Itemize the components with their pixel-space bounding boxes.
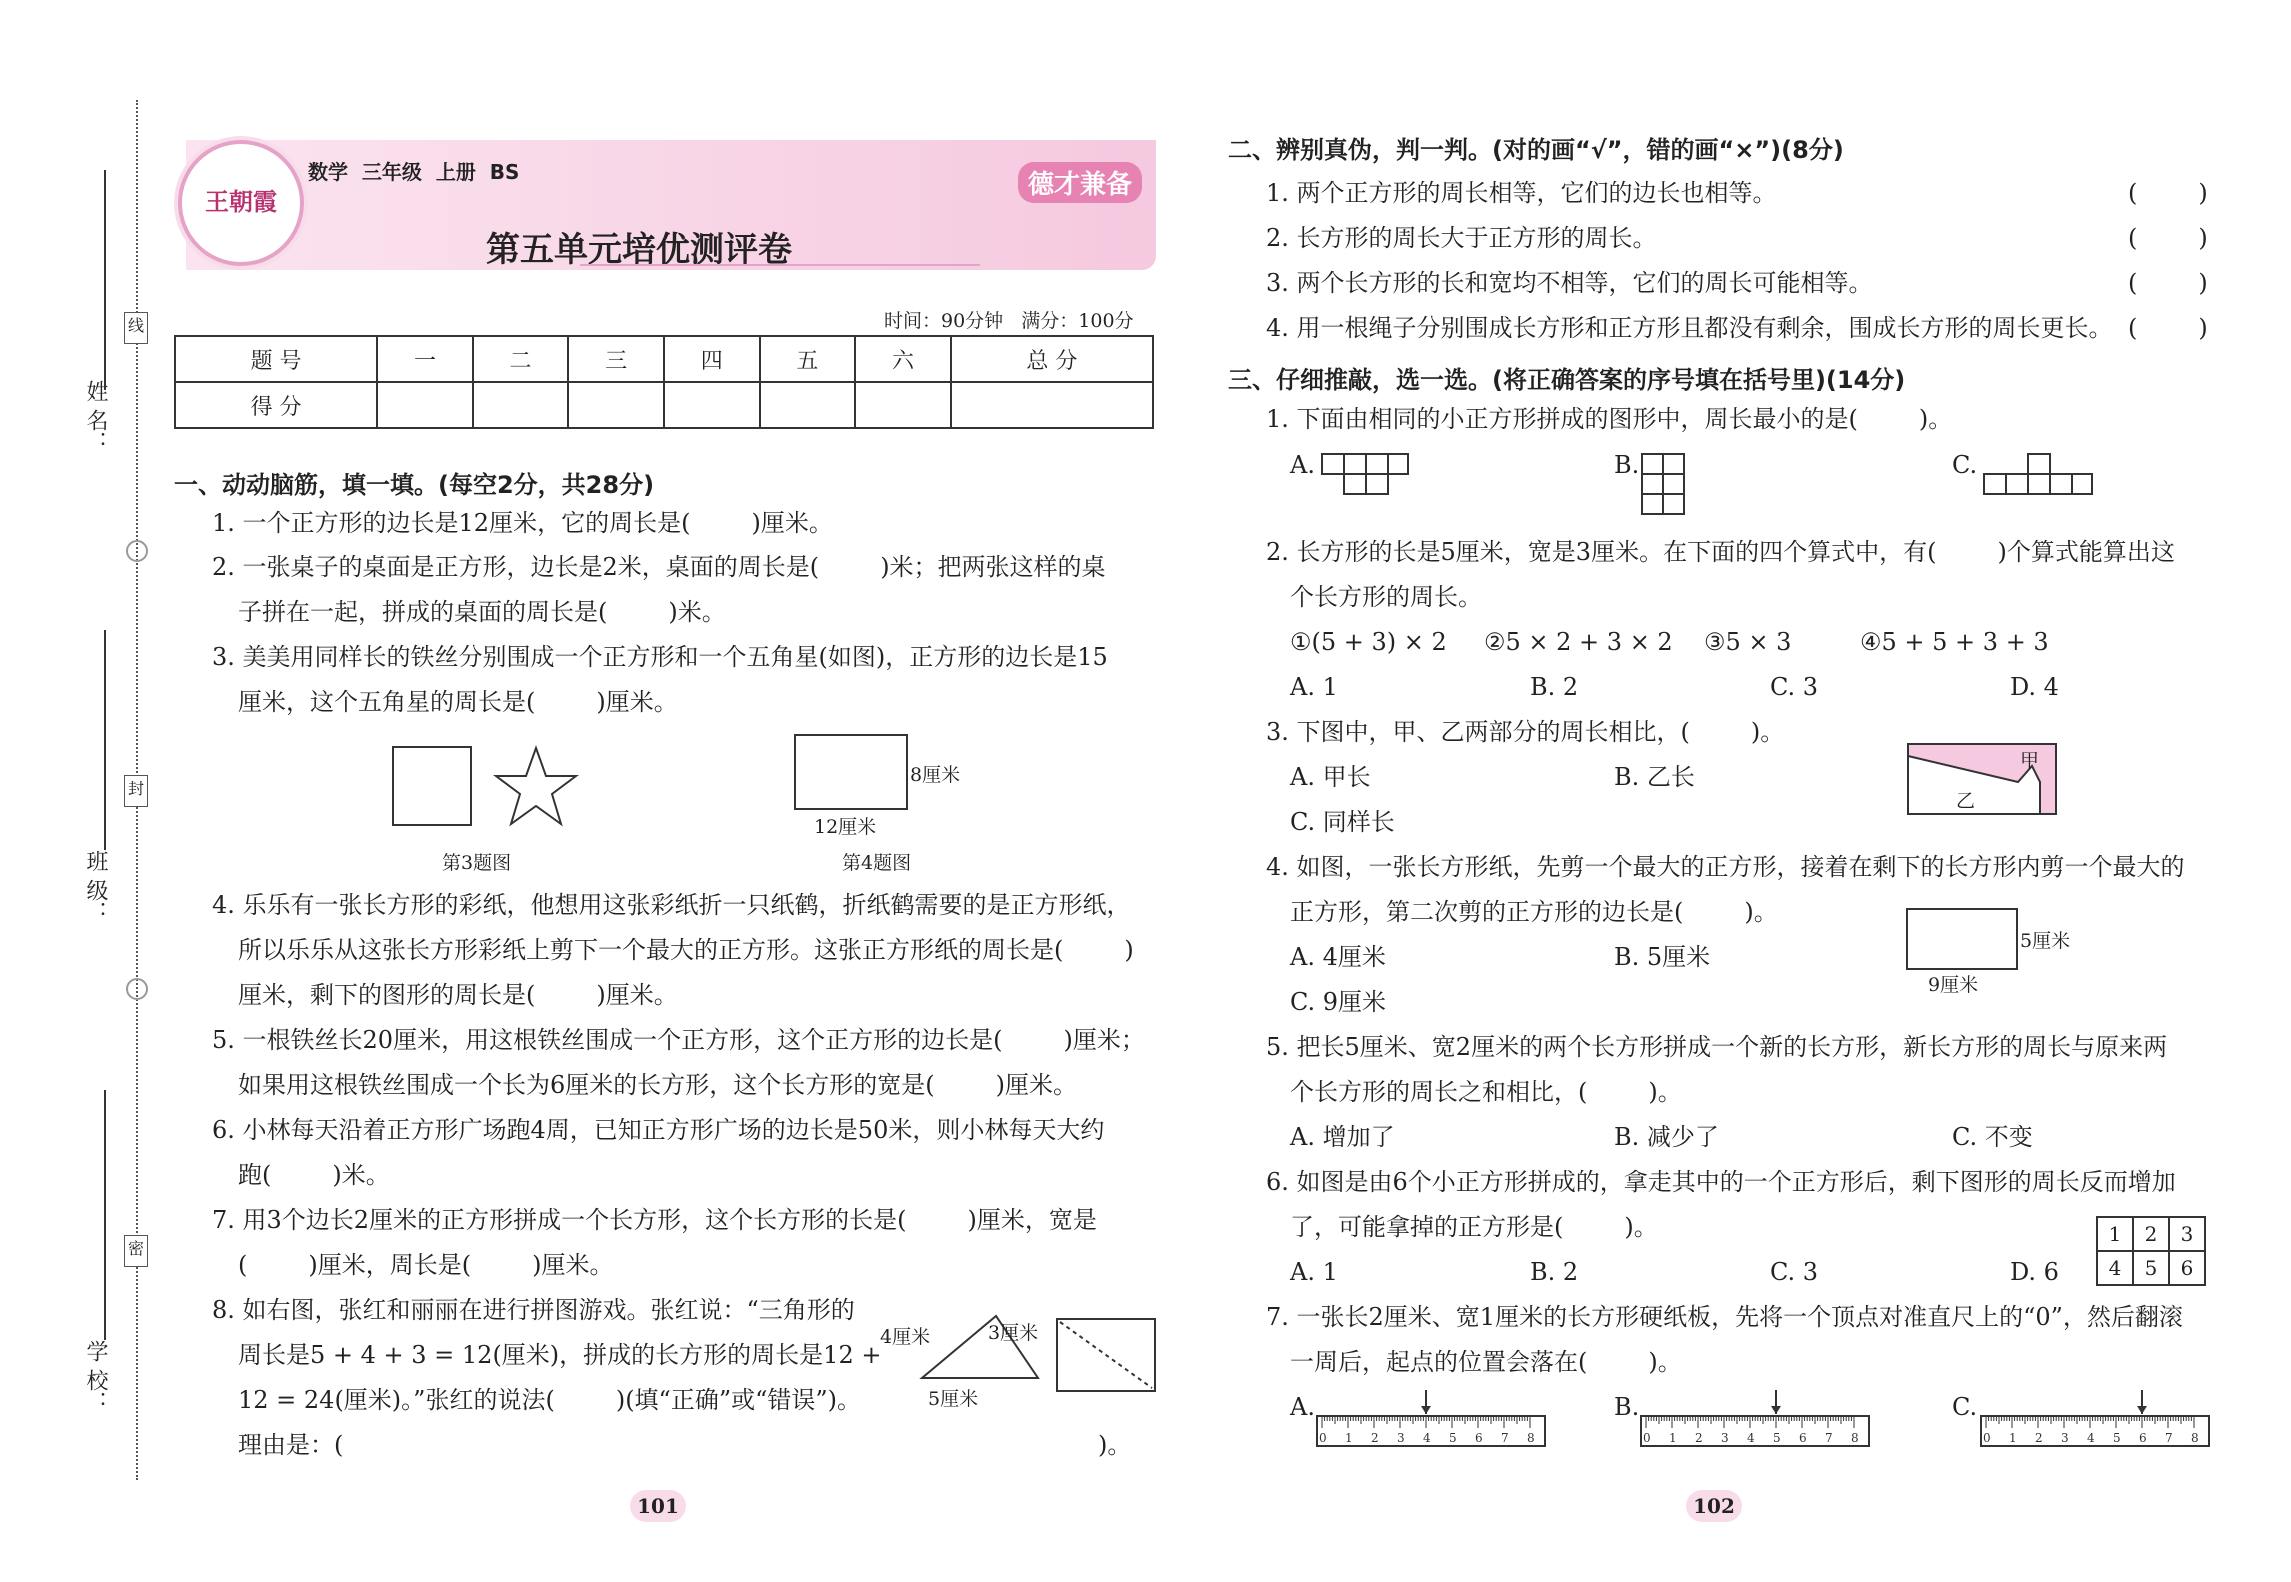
page-title: 第五单元培优测评卷 [486, 230, 792, 270]
s2-answer-paren[interactable]: ( ) [2128, 224, 2208, 252]
s1-q3a: 3. 美美用同样长的铁丝分别围成一个正方形和一个五角星(如图)，正方形的边长是15 [212, 643, 1108, 671]
s2-item-3: 3. 两个长方形的长和宽均不相等，它们的周长可能相等。 [1266, 269, 1873, 297]
score-header-cell: 二 [473, 336, 569, 382]
q4-side-label: 5厘米 [2020, 930, 2071, 952]
school-label: 学 校： [83, 1340, 108, 1413]
scissors-icon [126, 978, 148, 1000]
s2-answer-paren[interactable]: ( ) [2128, 179, 2208, 207]
q3-label-yi: 乙 [1956, 790, 1976, 812]
logo-text: 王朝霞 [205, 187, 277, 216]
ruler-tick-label: 7 [2165, 1431, 2173, 1445]
ruler-c [1980, 1390, 2220, 1460]
tri-left-label: 4厘米 [880, 1326, 931, 1348]
s3-q6-option: D. 6 [2010, 1258, 2059, 1286]
ruler-tick-label: 0 [1319, 1431, 1327, 1445]
s3-q1: 1. 下面由相同的小正方形拼成的图形中，周长最小的是( )。 [1266, 405, 1953, 433]
s3-q2a: 2. 长方形的长是5厘米，宽是3厘米。在下面的四个算式中，有( )个算式能算出这 [1266, 538, 2175, 566]
s3-q7b: 一周后，起点的位置会落在( )。 [1290, 1348, 1682, 1376]
q1-shape-c [1982, 452, 2094, 498]
ruler-tick-label: 7 [1501, 1431, 1509, 1445]
ruler-a [1316, 1390, 1556, 1460]
score-row-label: 得 分 [175, 382, 377, 428]
badge: 德才兼备 [1018, 162, 1142, 203]
ruler-tick-label: 0 [1983, 1431, 1991, 1445]
score-table-header-row [175, 336, 1153, 382]
ruler-b [1640, 1390, 1880, 1460]
s1-q7a: 7. 用3个边长2厘米的正方形拼成一个长方形，这个长方形的长是( )厘米，宽是 [212, 1206, 1097, 1234]
ruler-tick-label: 3 [1721, 1431, 1729, 1445]
grid-cell: 4 [2097, 1251, 2133, 1285]
s3-q5-option: A. 增加了 [1290, 1123, 1395, 1151]
s3-q5-option: C. 不变 [1952, 1123, 2033, 1151]
school-field-line [104, 1090, 106, 1340]
ruler-arrow-head [2137, 1406, 2147, 1414]
s3-q2-option: C. 3 [1770, 673, 1819, 701]
score-header-cell: 六 [855, 336, 951, 382]
s1-q8a: 8. 如右图，张红和丽丽在进行拼图游戏。张红说：“三角形的 [212, 1296, 855, 1324]
ruler-tick-label: 5 [2113, 1431, 2121, 1445]
grid-cell: 3 [2169, 1217, 2205, 1251]
s1-q8c: 12 = 24(厘米)。”张红的说法( )(填“正确”或“错误”)。 [238, 1386, 862, 1414]
page-number-left-badge [630, 1490, 686, 1522]
fig3-square [392, 746, 472, 826]
ruler-tick-label: 7 [1825, 1431, 1833, 1445]
s2-answer-paren[interactable]: ( ) [2128, 269, 2208, 297]
s3-q1-option-c: C. [1952, 451, 1978, 479]
s3-q7-option-b: B. [1614, 1393, 1640, 1421]
score-cell[interactable] [951, 382, 1153, 428]
s3-q4-option: C. 9厘米 [1290, 988, 1387, 1016]
score-table [174, 335, 1154, 429]
s1-q1: 1. 一个正方形的边长是12厘米，它的周长是( )厘米。 [212, 509, 833, 537]
ruler-tick-label: 4 [1747, 1431, 1755, 1445]
q4-rectangle [1906, 908, 2018, 970]
score-cell[interactable] [377, 382, 473, 428]
s2-item-1: 1. 两个正方形的周长相等，它们的边长也相等。 [1266, 179, 1777, 207]
s3-q2b: 个长方形的周长。 [1290, 583, 1482, 611]
score-header-cell: 总 分 [951, 336, 1153, 382]
grid-cell: 5 [2133, 1251, 2169, 1285]
s3-q2-formula: ②5 × 2 + 3 × 2 [1484, 628, 1673, 656]
s3-q1-option-b: B. [1614, 451, 1640, 479]
s1-q6a: 6. 小林每天沿着正方形广场跑4周，已知正方形广场的边长是50米，则小林每天大约 [212, 1116, 1105, 1144]
q8-square-diagonal [1058, 1320, 1154, 1390]
score-cell[interactable] [473, 382, 569, 428]
s3-q1-option-a: A. [1290, 451, 1315, 479]
page-number-right-badge [1686, 1490, 1742, 1522]
ruler-tick-label: 5 [1773, 1431, 1781, 1445]
score-cell[interactable] [855, 382, 951, 428]
time-info: 时间：90分钟 满分：100分 [884, 310, 1134, 332]
ruler-tick-label: 5 [1449, 1431, 1457, 1445]
s1-q2a: 2. 一张桌子的桌面是正方形，边长是2米，桌面的周长是( )米；把两张这样的桌 [212, 553, 1106, 581]
scissors-icon [126, 540, 148, 562]
s3-q6-option: B. 2 [1530, 1258, 1579, 1286]
logo [178, 140, 304, 266]
s3-q5a: 5. 把长5厘米、宽2厘米的两个长方形拼成一个新的长方形，新长方形的周长与原来两 [1266, 1033, 2168, 1061]
s1-q8d-end: )。 [1098, 1431, 1132, 1459]
s1-q4a: 4. 乐乐有一张长方形的彩纸，他想用这张彩纸折一只纸鹤，折纸鹤需要的是正方形纸， [212, 891, 1131, 919]
s3-q2-option: A. 1 [1290, 673, 1338, 701]
ruler-tick-label: 2 [1371, 1431, 1379, 1445]
s3-q6b: 了，可能拿掉的正方形是( )。 [1290, 1213, 1658, 1241]
s1-q4c: 厘米，剩下的图形的周长是( )厘米。 [238, 981, 678, 1009]
s3-q6-option: A. 1 [1290, 1258, 1338, 1286]
s1-q5a: 5. 一根铁丝长20厘米，用这根铁丝围成一个正方形，这个正方形的边长是( )厘米； [212, 1026, 1145, 1054]
s1-q7b: ( )厘米，周长是( )厘米。 [238, 1251, 614, 1279]
s3-q3-option: A. 甲长 [1290, 763, 1371, 791]
s3-q3-option: C. 同样长 [1290, 808, 1395, 836]
ruler-arrow-head [1771, 1406, 1781, 1414]
ruler-tick-label: 8 [2191, 1431, 2199, 1445]
q1-shape-a [1320, 452, 1410, 496]
ruler-tick-label: 6 [1475, 1431, 1483, 1445]
score-cell[interactable] [568, 382, 664, 428]
section1-title: 一、动动脑筋，填一填。(每空2分，共28分) [174, 471, 655, 499]
score-header-cell: 题 号 [175, 336, 377, 382]
ruler-tick-label: 4 [2087, 1431, 2095, 1445]
q1-shape-b [1640, 452, 1686, 518]
ruler-tick-label: 3 [1397, 1431, 1405, 1445]
s3-q2-formula: ④5 + 5 + 3 + 3 [1860, 628, 2049, 656]
ruler-tick-label: 2 [1695, 1431, 1703, 1445]
ruler-tick-label: 2 [2035, 1431, 2043, 1445]
tri-bottom-label: 5厘米 [928, 1388, 979, 1410]
ruler-tick-label: 1 [2009, 1431, 2017, 1445]
score-header-cell: 五 [760, 336, 856, 382]
ruler-tick-label: 1 [1669, 1431, 1677, 1445]
fig3-star [494, 746, 578, 826]
fig3-caption: 第3题图 [442, 852, 512, 874]
s1-q6b: 跑( )米。 [238, 1161, 390, 1189]
score-header-cell: 一 [377, 336, 473, 382]
fig4-caption: 第4题图 [842, 852, 912, 874]
ruler-tick-label: 6 [1799, 1431, 1807, 1445]
grid-cell: 6 [2169, 1251, 2205, 1285]
ruler-tick-label: 8 [1527, 1431, 1535, 1445]
name-field-line [104, 170, 106, 390]
s3-q4-option: B. 5厘米 [1614, 943, 1711, 971]
ruler-tick-label: 4 [1423, 1431, 1431, 1445]
q6-grid [2096, 1216, 2206, 1286]
score-cell[interactable] [760, 382, 856, 428]
s1-q8b: 周长是5 + 4 + 3 = 12(厘米)，拼成的长方形的周长是12 + [238, 1341, 882, 1369]
s3-q2-option: B. 2 [1530, 673, 1579, 701]
title-underline [580, 264, 980, 266]
q4-bottom-label: 9厘米 [1928, 974, 1979, 996]
score-header-cell: 四 [664, 336, 760, 382]
ruler-tick-label: 6 [2139, 1431, 2147, 1445]
class-field-line [104, 630, 106, 850]
s3-q5b: 个长方形的周长之和相比，( )。 [1290, 1078, 1682, 1106]
tri-right-label: 3厘米 [988, 1322, 1039, 1344]
ruler-tick-label: 3 [2061, 1431, 2069, 1445]
mi-mark: 密 [124, 1235, 148, 1267]
name-label: 姓 名： [83, 380, 108, 453]
grid-cell: 2 [2133, 1217, 2169, 1251]
s3-q3: 3. 下图中，甲、乙两部分的周长相比，( )。 [1266, 718, 1785, 746]
grid-cell: 1 [2097, 1217, 2133, 1251]
s3-q5-option: B. 减少了 [1614, 1123, 1719, 1151]
s1-q5b: 如果用这根铁丝围成一个长为6厘米的长方形，这个长方形的宽是( )厘米。 [238, 1071, 1078, 1099]
ruler-arrow-head [1421, 1406, 1431, 1414]
s3-q4-option: A. 4厘米 [1290, 943, 1386, 971]
subject-line: 数学 三年级 上册 BS [308, 160, 520, 184]
score-header-cell: 三 [568, 336, 664, 382]
section3-title: 三、仔细推敲，选一选。(将正确答案的序号填在括号里)(14分) [1228, 366, 1906, 394]
s2-item-4: 4. 用一根绳子分别围成长方形和正方形且都没有剩余，围成长方形的周长更长。 [1266, 314, 2113, 342]
score-cell[interactable] [664, 382, 760, 428]
s3-q2-option: D. 4 [2010, 673, 2059, 701]
s3-q6a: 6. 如图是由6个小正方形拼成的，拿走其中的一个正方形后，剩下图形的周长反而增加 [1266, 1168, 2176, 1196]
s1-q4b: 所以乐乐从这张长方形彩纸上剪下一个最大的正方形。这张正方形纸的周长是( ) [238, 936, 1134, 964]
s3-q2-formula: ①(5 + 3) × 2 [1290, 628, 1447, 656]
s1-q8d: 理由是：( [238, 1431, 344, 1459]
page-number-left: 101 [637, 1494, 679, 1518]
ruler-tick-label: 0 [1643, 1431, 1651, 1445]
s3-q7a: 7. 一张长2厘米、宽1厘米的长方形硬纸板，先将一个顶点对准直尺上的“0”，然后翻滚 [1266, 1303, 2183, 1331]
s3-q4b: 正方形，第二次剪的正方形的边长是( )。 [1290, 898, 1778, 926]
s3-q6-option: C. 3 [1770, 1258, 1819, 1286]
s3-q2-formula: ③5 × 3 [1704, 628, 1792, 656]
page-number-right: 102 [1693, 1494, 1735, 1518]
q3-label-jia: 甲 [2020, 750, 2040, 772]
fig4-side-label: 8厘米 [910, 764, 961, 786]
s3-q7-option-a: A. [1290, 1393, 1315, 1421]
s1-q2b: 子拼在一起，拼成的桌面的周长是( )米。 [238, 598, 726, 626]
fig4-bottom-label: 12厘米 [814, 816, 877, 838]
class-label: 班 级： [83, 850, 108, 923]
s2-answer-paren[interactable]: ( ) [2128, 314, 2208, 342]
s3-q4a: 4. 如图，一张长方形纸，先剪一个最大的正方形，接着在剩下的长方形内剪一个最大的 [1266, 853, 2185, 881]
section2-title: 二、辨别真伪，判一判。(对的画“√”，错的画“×”)(8分) [1228, 136, 1844, 164]
seal-mark: 封 [124, 775, 148, 807]
s3-q7-option-c: C. [1952, 1393, 1978, 1421]
fig4-rectangle [794, 734, 908, 810]
ruler-tick-label: 1 [1345, 1431, 1353, 1445]
ruler-tick-label: 8 [1851, 1431, 1859, 1445]
score-table-score-row [175, 382, 1153, 428]
s3-q3-option: B. 乙长 [1614, 763, 1695, 791]
line-mark: 线 [124, 312, 148, 344]
s1-q3b: 厘米，这个五角星的周长是( )厘米。 [238, 688, 678, 716]
s2-item-2: 2. 长方形的周长大于正方形的周长。 [1266, 224, 1657, 252]
